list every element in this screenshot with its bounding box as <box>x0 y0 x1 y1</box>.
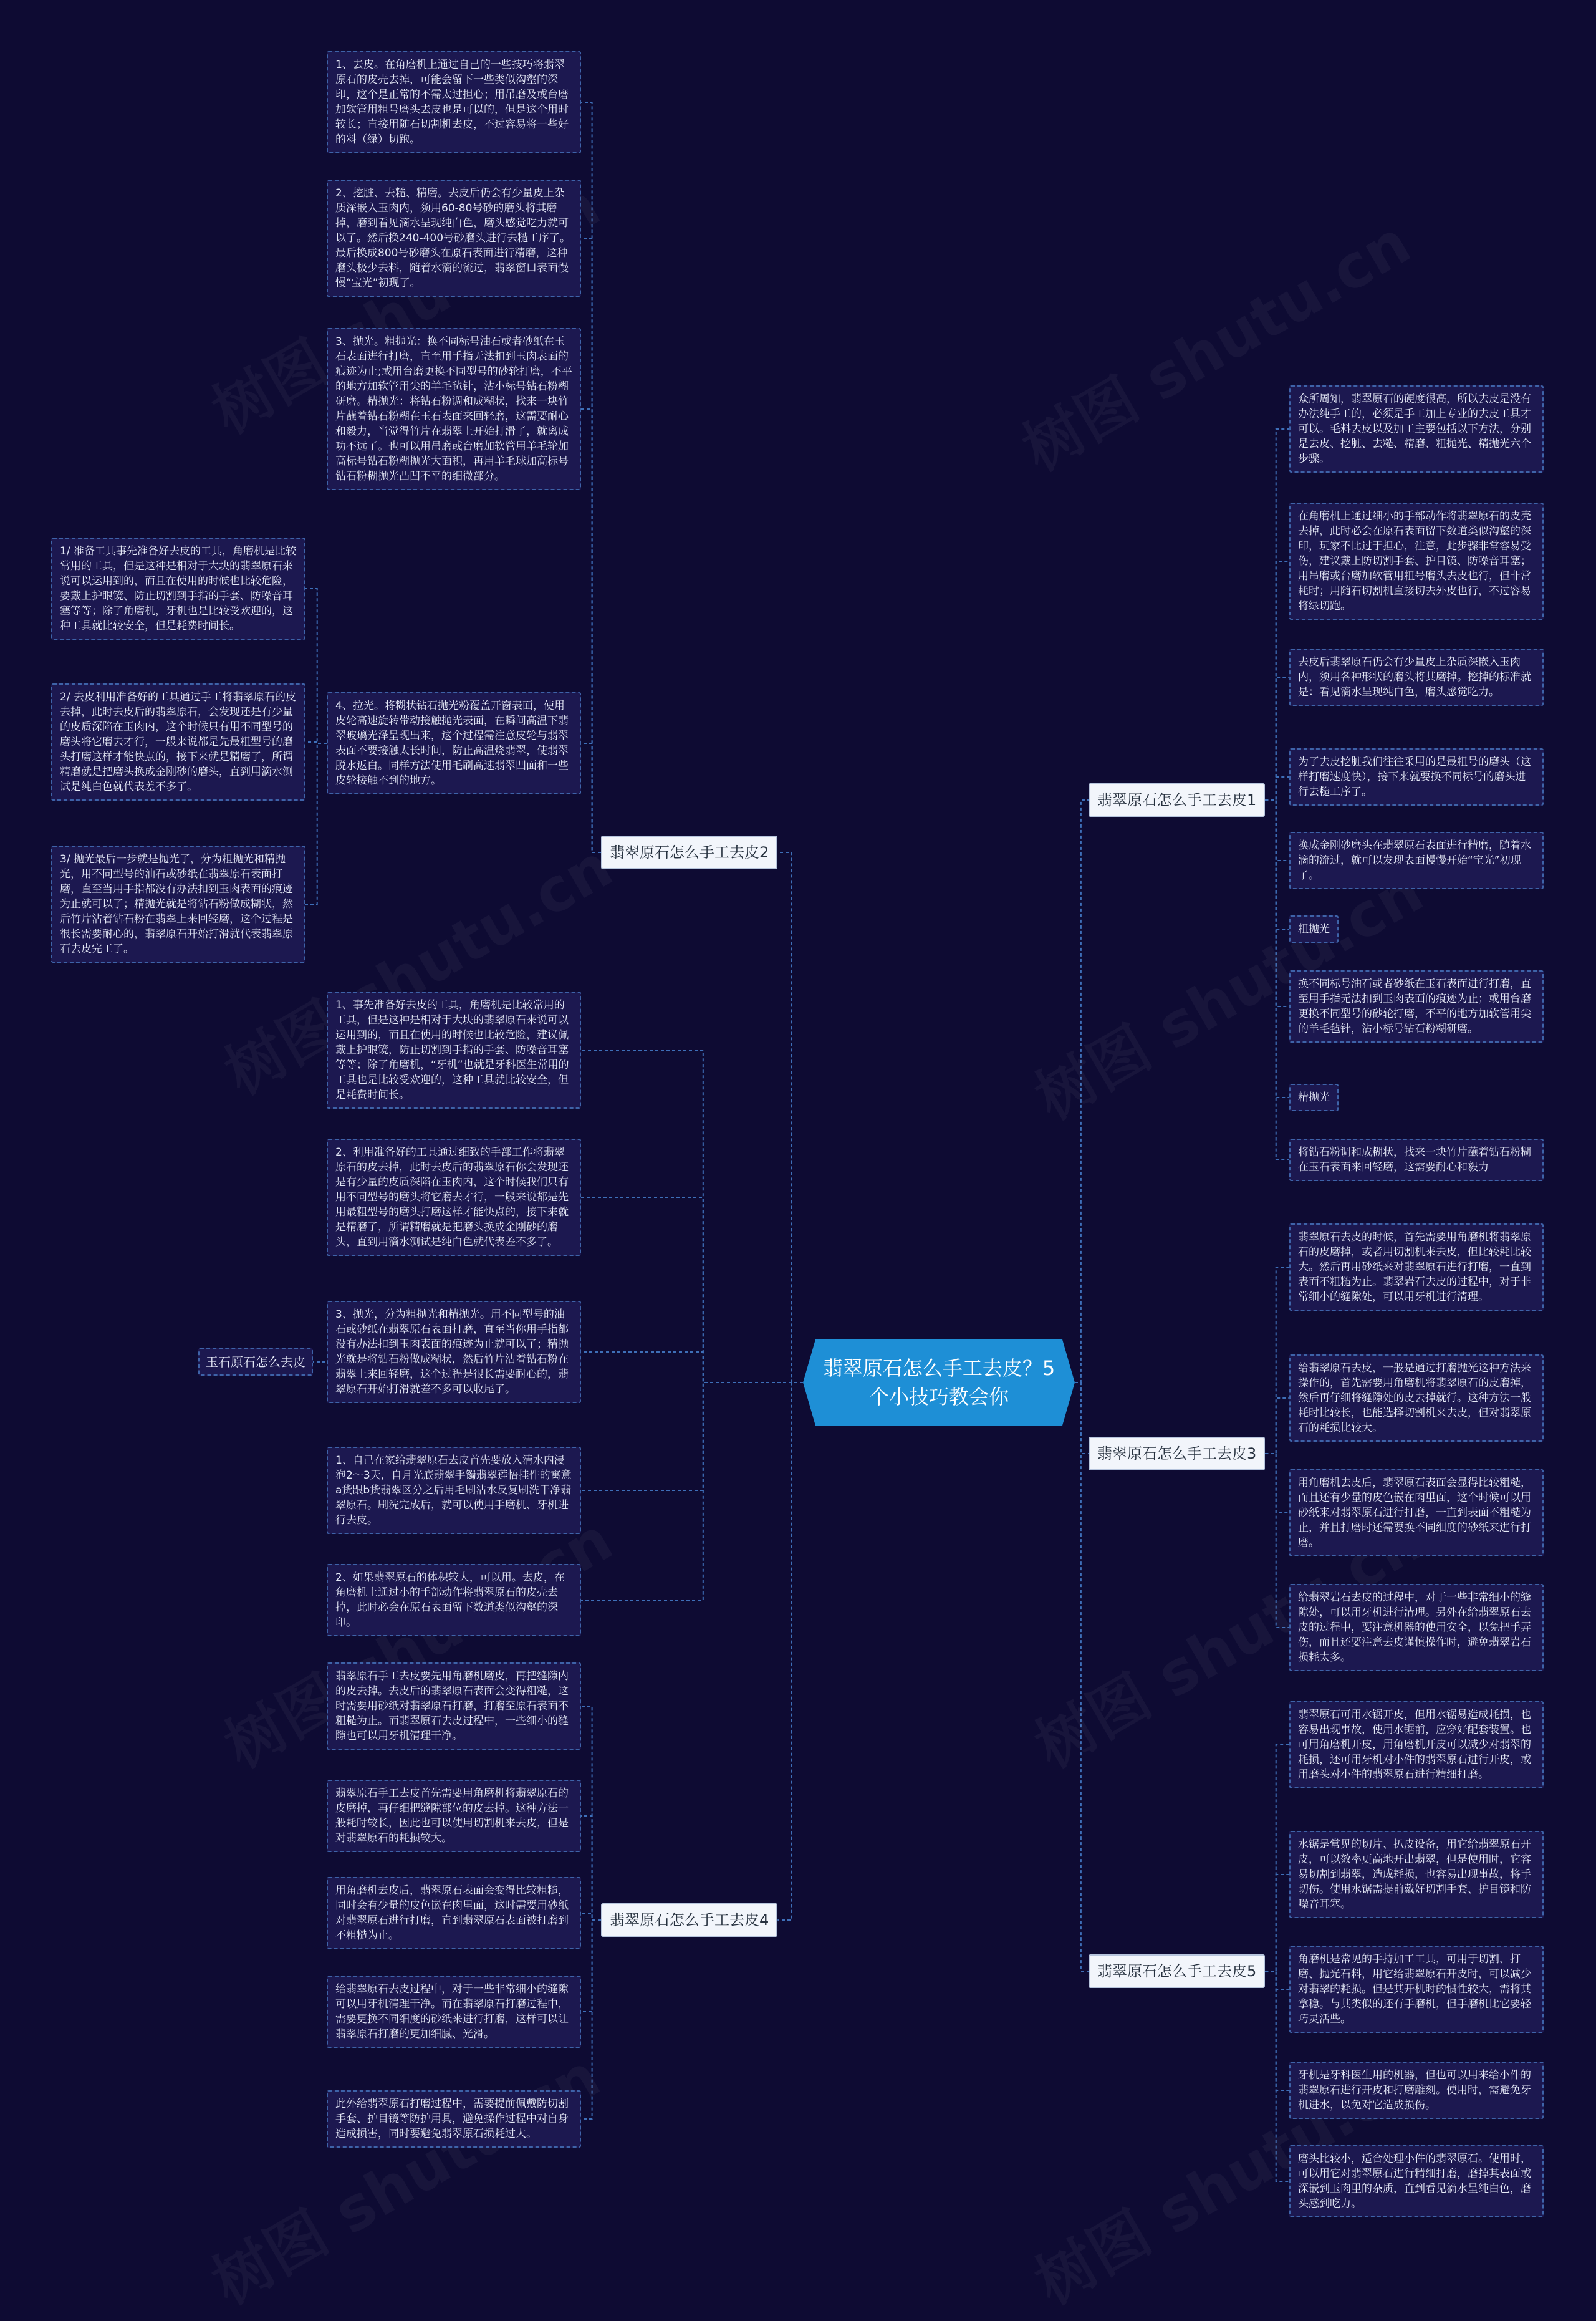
branch-4-leaf-4: 给翡翠原石去皮过程中，对于一些非常细小的缝隙可以用牙机清理干净。而在翡翠原石打磨过程中，需要更换不同细度的砂纸来进行打磨，这样可以让翡翠原石打磨的更加细腻、光滑。 <box>327 1976 581 2048</box>
branch-4-leaf-1: 翡翠原石手工去皮要先用角磨机磨皮，再把缝隙内的皮去掉。去皮后的翡翠原石表面会变得粗糙，这时需要用砂纸对翡翠原石打磨，打磨至原石表面不粗糙为止。而翡翠原石去皮过程中，一些细小的缝隙也可以用牙机清理干净。 <box>327 1662 581 1750</box>
group-6-leaf-1-connector <box>581 1050 803 1382</box>
branch-2-leaf-1: 1、去皮。在角磨机上通过自己的一些技巧将翡翠原石的皮壳去掉，可能会留下一些类似沟壑的深印，这个是正常的不需太过担心；用吊磨及或台磨加软管用粗号磨头去皮也是可以的，但是这个用时较长；直接用随石切割机去皮，不过容易将一些好的料（绿）切跑。 <box>327 51 581 153</box>
group-6-sub-leaf-1-connector <box>581 1382 803 1490</box>
branch-1-leaf-9: 将钻石粉调和成糊状，找来一块竹片蘸着钻石粉糊在玉石表面来回轻磨，这需要耐心和毅力 <box>1289 1139 1544 1181</box>
branch-3[interactable] <box>1089 1437 1265 1470</box>
branch-1-leaf-2-connector <box>1265 561 1289 800</box>
branch-5-leaf-2-connector <box>1265 1875 1289 1971</box>
group-6-sub-leaf-2: 2、如果翡翠原石的体积较大，可以用。去皮，在角磨机上通过小的手部动作将翡翠原石的皮壳去掉，此时必会在原石表面留下数道类似沟壑的深印。 <box>327 1564 581 1636</box>
group-6-leaf-2-connector <box>581 1197 803 1382</box>
branch-5-leaf-1: 翡翠原石可用水锯开皮，但用水锯易造成耗损，也容易出现事故，使用水锯前，应穿好配套装置。也可用角磨机开皮，用角磨机开皮可以减少对翡翠的耗损，还可用牙机对小件的翡翠原石进行开皮，或用磨头对小件的翡翠原石进行精细打磨。 <box>1289 1701 1544 1788</box>
branch-5-label: 翡翠原石怎么手工去皮5 <box>1097 1962 1257 1980</box>
root-title: 翡翠原石怎么手工去皮？5个小技巧教会你 <box>822 1356 1055 1409</box>
branch-2-leaf-2-connector <box>581 238 601 852</box>
branch-2-sub-leaf-1: 1/ 准备工具事先准备好去皮的工具，角磨机是比较常用的工具，但是这种是相对于大块的翡翠原石来说可以运用到的，而且在使用的时候也比较危险，要戴上护眼镜、防止切割到手指的手套、防噪音耳塞等等；除了角磨机，牙机也是比较受欢迎的，这种工具就比较安全，但是耗费时间长。 <box>51 538 305 640</box>
branch-3-leaf-3-connector <box>1265 1454 1289 1513</box>
branch-4-leaf-4-connector <box>581 1920 601 2012</box>
branch-4[interactable] <box>601 1903 777 1937</box>
branch-2-connector <box>777 852 803 1382</box>
branch-5-leaf-1-connector <box>1265 1745 1289 1971</box>
group-6-leaf-3: 3、抛光，分为粗抛光和精抛光。用不同型号的油石或砂纸在翡翠原石表面打磨，直至当你用手指都没有办法扣到玉肉表面的痕迹为止就可以了；精抛光就是将钻石粉做成糊状，然后竹片沾着钻石粉在翡翠上来回轻磨，这个过程是很长需要耐心的，翡翠原石开始打滑就差不多可以收尾了。 <box>327 1301 581 1403</box>
branch-4-leaf-2: 翡翠原石手工去皮首先需要用角磨机将翡翠原石的皮磨掉，再仔细把缝隙部位的皮去掉。这种方法一般耗时较长，因此也可以使用切割机来去皮，但是对翡翠原石的耗损较大。 <box>327 1780 581 1852</box>
branch-5-leaf-4: 牙机是牙科医生用的机器，但也可以用来给小件的翡翠原石进行开皮和打磨雕刻。使用时，需避免牙机进水，以免对它造成损伤。 <box>1289 2062 1544 2119</box>
branch-2-leaf-2: 2、挖脏、去糙、精磨。去皮后仍会有少量皮上杂质深嵌入玉肉内，须用60-80号砂的磨头将其磨掉，磨到看见滴水呈现纯白色，磨头感觉吃力就可以了。然后换240-400号砂磨头进行去糙工序了。最后换成800号砂磨头在原石表面进行精磨，这种磨头极少去料，随着水滴的流过，翡翠窗口表面慢慢“宝光”初现了。 <box>327 180 581 297</box>
branch-1-leaf-2: 在角磨机上通过细小的手部动作将翡翠原石的皮壳去掉，此时必会在原石表面留下数道类似沟壑的深印，玩家不比过于担心，注意，此步骤非常容易受伤，建议戴上防切割手套、护目镜、防噪音耳塞；用吊磨或台磨加软管用粗号磨头去皮也行，但非常耗时；用随石切割机直接切去外皮也行，不过容易将绿切跑。 <box>1289 503 1544 620</box>
branch-1-leaf-5: 换成金刚砂磨头在翡翠原石表面进行精磨，随着水滴的流过，就可以发现表面慢慢开始“宝光”初现了。 <box>1289 832 1544 889</box>
branch-1-leaf-3-connector <box>1265 677 1289 800</box>
branch-3-leaf-4: 给翡翠岩石去皮的过程中，对于一些非常细小的缝隙处，可以用牙机进行清理。另外在给翡翠原石去皮的过程中，要注意机器的使用安全，以免把手弄伤，而且还要注意去皮谨慎操作时，避免翡翠岩石损耗太多。 <box>1289 1584 1544 1671</box>
branch-2-sub-leaf-2: 2/ 去皮利用准备好的工具通过手工将翡翠原石的皮去掉，此时去皮后的翡翠原石，会发现还是有少量的皮质深陷在玉肉内，这个时候只有用不同型号的磨头将它磨去才行，一般来说都是先最粗型号的磨头打磨这样才能快点的，接下来就是精磨了，所谓精磨就是把磨头换成金刚砂的磨头，直到用滴水测试是纯白色就代表差不多了。 <box>51 683 305 801</box>
branch-3-leaf-1-connector <box>1265 1267 1289 1454</box>
root-node[interactable] <box>822 1339 1056 1426</box>
branch-1-leaf-4-connector <box>1265 777 1289 800</box>
branch-4-label: 翡翠原石怎么手工去皮4 <box>610 1911 769 1929</box>
branch-2-sub-leaf-1-connector <box>305 589 327 743</box>
branch-4-leaf-5: 此外给翡翠原石打磨过程中，需要提前佩戴防切割手套、护目镜等防护用具，避免操作过程中对自身造成损害，同时要避免翡翠原石损耗过大。 <box>327 2090 581 2148</box>
branch-4-leaf-1-connector <box>581 1706 601 1920</box>
branch-5-leaf-3-connector <box>1265 1971 1289 1989</box>
group-6-leaf-1: 1、事先准备好去皮的工具，角磨机是比较常用的工具，但是这种是相对于大块的翡翠原石来说可以运用到的，而且在使用的时候也比较危险，建议佩戴上护眼镜，防止切割到手指的手套、防噪音耳塞等等；除了角磨机，“牙机”也就是牙科医生常用的工具也是比较受欢迎的，这种工具就比较安全，但是耗费时间长。 <box>327 992 581 1109</box>
branch-1[interactable] <box>1089 783 1265 817</box>
branch-3-leaf-2: 给翡翠原石去皮，一般是通过打磨抛光这种方法来操作的，首先需要用角磨机将翡翠原石的皮磨掉，然后再仔细将缝隙处的皮去掉就行。这种方法一般耗时比较长，也能选择切割机来去皮，但对翡翠原石的耗损比较大。 <box>1289 1354 1544 1442</box>
branch-2-leaf-3: 3、抛光。粗抛光：换不同标号油石或者砂纸在玉石表面进行打磨，直至用手指无法扣到玉肉表面的痕迹为止;或用台磨更换不同型号的砂轮打磨，不平的地方加软管用尖的羊毛毡针，沾小标号钻石粉糊研磨。精抛光：将钻石粉调和成糊状，找来一块竹片蘸着钻石粉糊在玉石表面来回轻磨，这需要耐心和毅力，当觉得竹片在翡翠上开始打滑了，就离成功不远了。也可以用吊磨或台磨加软管用羊毛轮加高标号钻石粉糊抛光大面积，再用羊毛球加高标号钻石粉糊抛光凸凹不平的细微部分。 <box>327 328 581 490</box>
branch-1-leaf-1-connector <box>1265 429 1289 800</box>
branch-1-leaf-5-connector <box>1265 800 1289 861</box>
branch-3-leaf-2-connector <box>1265 1398 1289 1454</box>
branch-2-leaf-4: 4、拉光。将糊状钻石抛光粉覆盖开窗表面，使用皮轮高速旋转带动接触抛光表面，在瞬间高温下翡翠玻璃光泽呈现出来，这个过程需注意皮轮与翡翠表面不要接触太长时间，防止高温烧翡翠，使翡翠脱水返白。同样方法使用毛刷高速翡翠凹面和一些皮轮接触不到的地方。 <box>327 692 581 794</box>
branch-3-leaf-3: 用角磨机去皮后，翡翠原石表面会显得比较粗糙，而且还有少量的皮色嵌在肉里面，这个时候可以用砂纸来对翡翠原石进行打磨，一直到表面不粗糙为止，并且打磨时还需要换不同细度的砂纸来进行打磨。 <box>1289 1469 1544 1556</box>
branch-4-leaf-3-connector <box>581 1913 601 1920</box>
group-6-sub-leaf-1: 1、自己在家给翡翠原石去皮首先要放入清水内浸泡2～3天，自月光底翡翠手镯翡翠莲悟挂件的寓意a货跟b货翡翠区分之后用毛刷沾水反复刷洗干净翡翠原石。刷洗完成后，就可以使用手磨机、牙机进行去皮。 <box>327 1447 581 1534</box>
branch-2[interactable] <box>601 836 777 869</box>
branch-4-connector <box>777 1382 803 1920</box>
branch-5[interactable] <box>1089 1954 1265 1988</box>
branch-1-leaf-1: 众所周知，翡翠原石的硬度很高，所以去皮是没有办法纯手工的，必须是手工加上专业的去皮工具才可以。毛料去皮以及加工主要包括以下方法，分别是去皮、挖脏、去糙、精磨、粗抛光、精抛光六个步骤。 <box>1289 385 1544 473</box>
group-6-sub-label[interactable] <box>198 1348 313 1376</box>
branch-1-leaf-7: 换不同标号油石或者砂纸在玉石表面进行打磨，直至用手指无法扣到玉肉表面的痕迹为止；或用台磨更换不同型号的砂轮打磨，不平的地方加软管用尖的羊毛毡针，沾小标号钻石粉糊研磨。 <box>1289 970 1544 1043</box>
branch-2-label: 翡翠原石怎么手工去皮2 <box>610 844 769 861</box>
group-6-leaf-2: 2、利用准备好的工具通过细致的手部工作将翡翠原石的皮去掉，此时去皮后的翡翠原石你会发现还是有少量的皮质深陷在玉肉内，这个时候我们只有用不同型号的磨头将它磨去才行，一般来说都是先用最粗型号的磨头打磨这样才能快点的，接下来就是精磨了，所谓精磨就是把磨头换成金刚砂的磨头，直到用滴水测试是纯白色就代表差不多了。 <box>327 1139 581 1256</box>
branch-5-leaf-2: 水锯是常见的切片、扒皮设备，用它给翡翠原石开皮，可以效率更高地开出翡翠，但是使用时，它容易切割到翡翠，造成耗损，也容易出现事故，将手切伤。使用水锯需提前戴好切割手套、护目镜和防噪音耳塞。 <box>1289 1831 1544 1918</box>
branch-1-leaf-4: 为了去皮挖脏我们往往采用的是最粗号的磨头（这样打磨速度快），接下来就要换不同标号的磨头进行去糙工序了。 <box>1289 748 1544 806</box>
branch-2-leaf-3-connector <box>581 409 601 852</box>
branch-4-leaf-3: 用角磨机去皮后，翡翠原石表面会变得比较粗糙，同时会有少量的皮色嵌在肉里面，这时需要用砂纸对翡翠原石进行打磨，直到翡翠原石表面被打磨到不粗糙为止。 <box>327 1877 581 1949</box>
branch-2-sub-leaf-3: 3/ 抛光最后一步就是抛光了，分为粗抛光和精抛光，用不同型号的油石或砂纸在翡翠原石表面打磨，直至当用手指都没有办法扣到玉肉表面的痕迹为止就可以了；精抛光就是将钻石粉做成糊状，然后竹片沾着钻石粉在翡翠上来回轻磨，这个过程是很长需要耐心的，翡翠原石开始打滑就代表翡翠原石去皮完工了。 <box>51 846 305 963</box>
group-6-leaf-3-connector <box>581 1352 803 1382</box>
group-6-sub-label-text: 玉石原石怎么去皮 <box>206 1354 305 1369</box>
branch-3-label: 翡翠原石怎么手工去皮3 <box>1097 1445 1257 1462</box>
branch-4-leaf-2-connector <box>581 1816 601 1920</box>
branch-5-leaf-5: 磨头比较小，适合处理小件的翡翠原石。使用时，可以用它对翡翠原石进行精细打磨，磨掉其表面或深嵌到玉肉里的杂质，直到看见滴水呈纯白色，磨头感到吃力。 <box>1289 2145 1544 2217</box>
branch-1-leaf-3: 去皮后翡翠原石仍会有少量皮上杂质深嵌入玉肉内，须用各种形状的磨头将其磨掉。挖掉的标准就是：看见滴水呈现纯白色，磨头感觉吃力。 <box>1289 649 1544 706</box>
branch-3-leaf-1: 翡翠原石去皮的时候，首先需要用角磨机将翡翠原石的皮磨掉，或者用切割机来去皮，但比较耗比较大。然后再用砂纸来对翡翠原石进行打磨，一直到表面不粗糙为止。翡翠岩石去皮的过程中，对于非常细小的缝隙处，可以用牙机进行清理。 <box>1289 1223 1544 1311</box>
branch-2-sub-leaf-2-connector <box>305 742 327 743</box>
branch-1-label: 翡翠原石怎么手工去皮1 <box>1097 791 1257 809</box>
branch-2-sub-leaf-3-connector <box>305 743 327 904</box>
branch-3-connector <box>1075 1382 1089 1454</box>
branch-1-leaf-6: 粗抛光 <box>1289 915 1339 943</box>
branch-1-leaf-8: 精抛光 <box>1289 1084 1339 1111</box>
branch-5-leaf-3: 角磨机是常见的手持加工工具，可用于切割、打磨、抛光石料，用它给翡翠原石开皮时，可以减少对翡翠的耗损。但是其开机时的惯性较大，需将其拿稳。与其类似的还有手磨机，但手磨机比它要轻巧灵活些。 <box>1289 1946 1544 2033</box>
